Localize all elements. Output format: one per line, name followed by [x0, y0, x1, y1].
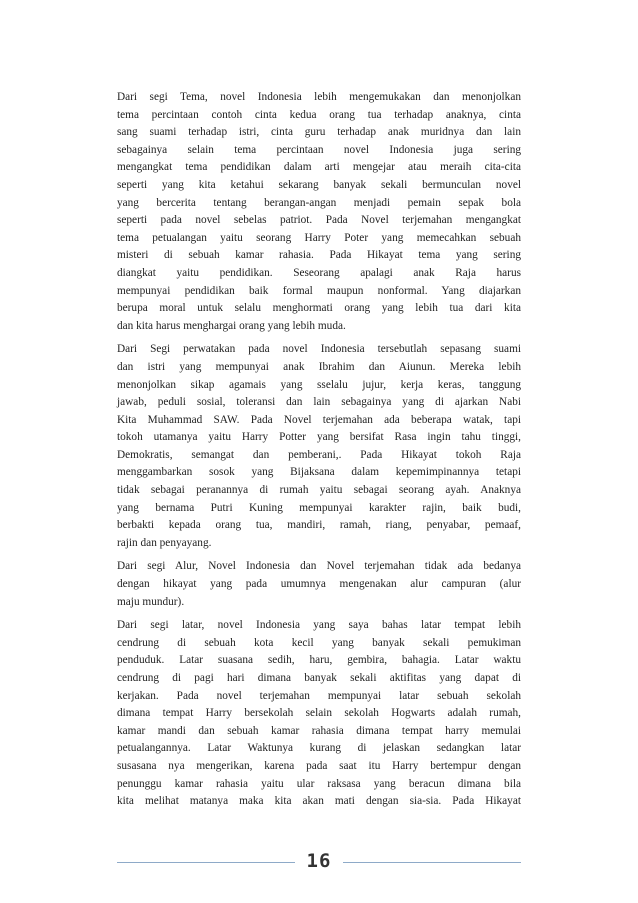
text-line: berbakti kepada orang tua, mandiri, ramah, riang, penyabar, pemaaf, [117, 519, 521, 532]
text-line: tema percintaan contoh cinta kedua orang tua terhadap anaknya, cinta [117, 108, 521, 121]
text-line: dan istri yang mempunyai anak Ibrahim dan Aiunun. Mereka lebih [117, 360, 521, 373]
text-line: penduduk. Latar suasana sedih, haru, gembira, bahagia. Latar waktu [117, 654, 521, 667]
text-line: kamar mandi dan sebuah kamar rahasia dimana tempat harry memulai [117, 724, 521, 737]
text-line: maju mundur). [117, 595, 185, 608]
text-line: tokoh utamanya yaitu Harry Potter yang bersifat Rasa ingin tahu tinggi, [117, 431, 521, 444]
text-line: Kita Muhammad SAW. Pada Novel terjemahan ada beberapa watak, tapi [117, 413, 521, 426]
page-body [117, 89, 521, 817]
text-line: berupa moral untuk selalu menghormati orang yang lebih tua dari kita [117, 302, 521, 315]
text-line: Dari segi latar, novel Indonesia yang saya bahas latar tempat lebih [117, 619, 521, 632]
text-line: dimana tempat Harry bersekolah selain sekolah Hogwarts adalah rumah, [117, 707, 521, 720]
text-line: kita melihat matanya maka kita akan mati dengan sia-sia. Pada Hikayat [117, 795, 521, 808]
text-line: sebagainya selain tema percintaan novel Indonesia juga sering [117, 143, 521, 156]
paragraph-tema [117, 89, 521, 335]
text-line: misteri di sebuah kamar rahasia. Pada Hikayat tema yang sering [117, 249, 521, 262]
text-line: tema petualangan yaitu seorang Harry Poter yang memecahkan sebuah [117, 231, 521, 244]
text-line: yang bercerita tentang berangan-angan menjadi pemain sepak bola [117, 196, 521, 209]
footer-rule-left [117, 862, 295, 863]
text-line: seperti yang kita ketahui sekarang banyak sekali bermunculan novel [117, 178, 521, 191]
text-line: cendrung di sebuah kota kecil yang banyak sekali pemukiman [117, 636, 521, 649]
text-line: penunggu kamar rahasia yaitu ular raksasa yang beracun dimana bila [117, 777, 521, 790]
paragraph-alur [117, 558, 521, 611]
text-line: Demokratis, semangat dan pemberani,. Pada Hikayat tokoh Raja [117, 448, 521, 461]
text-line: menonjolkan sikap agamais yang sselalu jujur, kerja keras, tanggung [117, 378, 521, 391]
text-line: jawab, peduli sosial, toleransi dan lain sebagainya yang di ajarkan Nabi [117, 396, 521, 409]
text-line: seperti pada novel sebelas patriot. Pada Novel terjemahan mengangkat [117, 214, 521, 227]
text-line: dan kita harus menghargai orang yang lebih muda. [117, 319, 346, 332]
text-line: petualangannya. Latar Waktunya kurang di jelaskan sedangkan latar [117, 742, 521, 755]
text-line: rajin dan penyayang. [117, 536, 212, 549]
text-line: susasana nya mengerikan, karena pada saat itu Harry bertempur dengan [117, 759, 521, 772]
paragraph-latar [117, 617, 521, 811]
text-line: cendrung di pagi hari dimana banyak sekali aktifitas yang dapat di [117, 672, 521, 684]
text-line: menggambarkan sosok yang Bijaksana dalam kepemimpinannya tetapi [117, 466, 521, 479]
footer-rule-right [343, 862, 521, 863]
page-number: 16 [306, 850, 332, 872]
text-line: tidak sebagai peranannya di rumah yaitu sebagai seorang ayah. Anaknya [117, 484, 521, 497]
text-line: Dari Segi perwatakan pada novel Indonesia tersebutlah sepasang suami [117, 343, 521, 356]
text-line: kerjakan. Pada novel terjemahan mempunyai latar sebuah sekolah [117, 689, 521, 702]
text-line: dengan hikayat yang pada umumnya mengenakan alur campuran (alur [117, 578, 521, 591]
text-line: diangkat yaitu pendidikan. Seseorang apalagi anak Raja harus [117, 266, 521, 279]
text-line: mengangkat tema pendidikan dalam arti mengejar atau meraih cita-cita [117, 161, 521, 174]
text-line: yang bernama Putri Kuning mempunyai karakter rajin, baik budi, [117, 501, 521, 514]
text-line: mempunyai pendidikan baik formal maupun nonformal. Yang diajarkan [117, 284, 521, 297]
text-line: Dari segi Tema, novel Indonesia lebih mengemukakan dan menonjolkan [117, 91, 521, 103]
text-line: Dari segi Alur, Novel Indonesia dan Novel terjemahan tidak ada bedanya [117, 560, 521, 573]
text-line: sang suami terhadap istri, cinta guru terhadap anak muridnya dan lain [117, 126, 521, 139]
page-footer [117, 850, 521, 874]
paragraph-perwatakan [117, 341, 521, 552]
